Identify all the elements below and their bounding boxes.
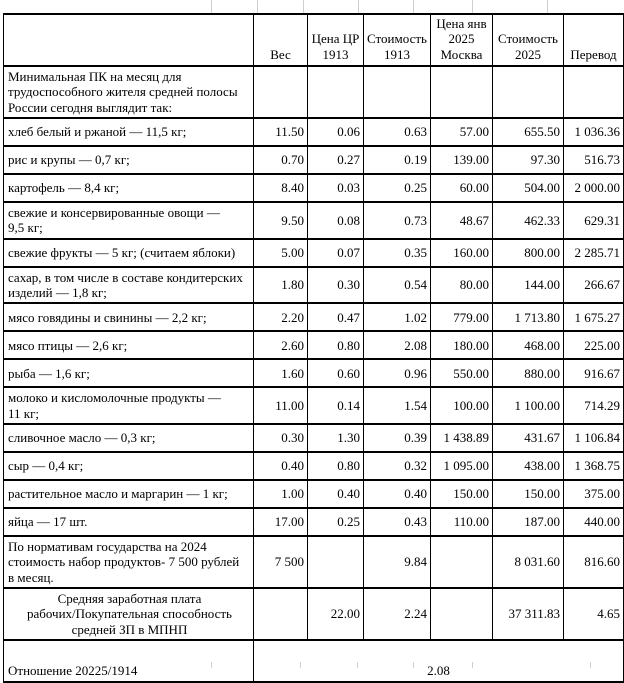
- product-row: [4, 331, 624, 359]
- value-cell: 1 438.89: [431, 424, 493, 452]
- value-cell: 440.00: [564, 508, 624, 536]
- value-cell: 0.30: [308, 267, 364, 304]
- column-header: Цена янв 2025 Москва: [431, 14, 493, 66]
- column-header: Перевод: [564, 14, 624, 66]
- value-cell: 0.35: [364, 239, 431, 267]
- value-cell: 9.84: [364, 536, 431, 588]
- product-row: [4, 202, 624, 239]
- intro-row: [4, 66, 624, 118]
- value-cell: 375.00: [564, 480, 624, 508]
- value-cell: 0.43: [364, 508, 431, 536]
- value-cell: 97.30: [493, 146, 564, 174]
- value-cell: 916.67: [564, 359, 624, 387]
- gridline-stub: [357, 662, 358, 668]
- row-label-cell: хлеб белый и ржаной — 11,5 кг;: [4, 118, 254, 146]
- value-cell: 0.40: [308, 480, 364, 508]
- value-cell: 0.40: [254, 452, 308, 480]
- gridline-stub: [590, 662, 591, 668]
- value-cell: 37 311.83: [493, 588, 564, 640]
- value-cell: 438.00: [493, 452, 564, 480]
- product-row: [4, 118, 624, 146]
- corner-header-cell: [4, 14, 254, 66]
- value-cell: 150.00: [493, 480, 564, 508]
- row-label-cell: Средняя заработная плата рабочих/Покупательная способность средней ЗП в МПНП: [4, 588, 254, 640]
- value-cell: 0.63: [364, 118, 431, 146]
- row-label-cell: сахар, в том числе в составе кондитерских изделий — 1,8 кг;: [4, 267, 254, 304]
- product-row: [4, 239, 624, 267]
- value-cell: 0.14: [308, 387, 364, 424]
- row-label-cell: мясо говядины и свинины — 2,2 кг;: [4, 303, 254, 331]
- value-cell: 0.32: [364, 452, 431, 480]
- gridline-stub: [211, 662, 212, 668]
- value-cell: 0.70: [254, 146, 308, 174]
- value-cell: 80.00: [431, 267, 493, 304]
- value-cell: 0.19: [364, 146, 431, 174]
- value-cell: 5.00: [254, 239, 308, 267]
- product-row: [4, 359, 624, 387]
- value-cell: 1.30: [308, 424, 364, 452]
- price-comparison-table: [3, 13, 624, 683]
- value-cell: 629.31: [564, 202, 624, 239]
- product-row: [4, 146, 624, 174]
- value-cell: 180.00: [431, 331, 493, 359]
- value-cell: 187.00: [493, 508, 564, 536]
- value-cell: 8.40: [254, 174, 308, 202]
- row-label-cell: рыба — 1,6 кг;: [4, 359, 254, 387]
- value-cell: 0.60: [308, 359, 364, 387]
- value-cell: 8 031.60: [493, 536, 564, 588]
- row-label-cell: свежие фрукты — 5 кг; (считаем яблоки): [4, 239, 254, 267]
- empty-cell: [364, 66, 431, 118]
- value-cell: 880.00: [493, 359, 564, 387]
- empty-cell: [308, 66, 364, 118]
- empty-cell: [493, 66, 564, 118]
- value-cell: 144.00: [493, 267, 564, 304]
- value-cell: 11.00: [254, 387, 308, 424]
- value-cell: 1 368.75: [564, 452, 624, 480]
- value-cell: 816.60: [564, 536, 624, 588]
- value-cell: 468.00: [493, 331, 564, 359]
- value-cell: 100.00: [431, 387, 493, 424]
- value-cell: 655.50: [493, 118, 564, 146]
- value-cell: 7 500: [254, 536, 308, 588]
- value-cell: 139.00: [431, 146, 493, 174]
- gridline-stub: [413, 0, 414, 13]
- value-cell: 160.00: [431, 239, 493, 267]
- value-cell: 0.07: [308, 239, 364, 267]
- row-label-cell: мясо птицы — 2,6 кг;: [4, 331, 254, 359]
- value-cell: 1 106.84: [564, 424, 624, 452]
- value-cell: 110.00: [431, 508, 493, 536]
- value-cell: 0.06: [308, 118, 364, 146]
- value-cell: 516.73: [564, 146, 624, 174]
- value-cell: 2.60: [254, 331, 308, 359]
- row-label-cell: рис и крупы — 0,7 кг;: [4, 146, 254, 174]
- value-cell: 225.00: [564, 331, 624, 359]
- value-cell: 0.73: [364, 202, 431, 239]
- value-cell: 17.00: [254, 508, 308, 536]
- value-cell: 1 036.36: [564, 118, 624, 146]
- empty-cell: [564, 66, 624, 118]
- ratio-value-cell: 2.08: [254, 640, 624, 682]
- row-label-cell: картофель — 8,4 кг;: [4, 174, 254, 202]
- value-cell: 11.50: [254, 118, 308, 146]
- product-row: [4, 174, 624, 202]
- value-cell: 714.29: [564, 387, 624, 424]
- value-cell: 0.80: [308, 452, 364, 480]
- value-cell: 4.65: [564, 588, 624, 640]
- value-cell: 1.80: [254, 267, 308, 304]
- row-label-cell: свежие и консервированные овощи — 9,5 кг;: [4, 202, 254, 239]
- value-cell: 0.25: [364, 174, 431, 202]
- value-cell: 2.20: [254, 303, 308, 331]
- value-cell: 1 675.27: [564, 303, 624, 331]
- gridline-stub: [257, 0, 258, 13]
- value-cell: 0.03: [308, 174, 364, 202]
- value-cell: 800.00: [493, 239, 564, 267]
- value-cell: 57.00: [431, 118, 493, 146]
- value-cell: 2.08: [364, 331, 431, 359]
- value-cell: 1 095.00: [431, 452, 493, 480]
- value-cell: 22.00: [308, 588, 364, 640]
- table-header: [4, 14, 624, 66]
- empty-cell: [254, 66, 308, 118]
- gridline-stub: [303, 0, 304, 13]
- value-cell: 0.96: [364, 359, 431, 387]
- value-cell: 2.24: [364, 588, 431, 640]
- value-cell: 1.00: [254, 480, 308, 508]
- value-cell: 0.25: [308, 508, 364, 536]
- ratio-row: [4, 640, 624, 682]
- row-label-cell: молоко и кисломолочные продукты — 11 кг;: [4, 387, 254, 424]
- empty-cell: [431, 588, 493, 640]
- value-cell: 0.39: [364, 424, 431, 452]
- gridline-stub: [211, 0, 212, 13]
- product-row: [4, 267, 624, 304]
- gridline-stub: [547, 0, 548, 13]
- value-cell: 1.54: [364, 387, 431, 424]
- column-header: Цена ЦР 1913: [308, 14, 364, 66]
- value-cell: 1 713.80: [493, 303, 564, 331]
- column-header: Вес: [254, 14, 308, 66]
- value-cell: 504.00: [493, 174, 564, 202]
- value-cell: 779.00: [431, 303, 493, 331]
- row-label-cell: яйца — 17 шт.: [4, 508, 254, 536]
- norm-row: [4, 536, 624, 588]
- value-cell: 2 285.71: [564, 239, 624, 267]
- value-cell: 0.47: [308, 303, 364, 331]
- value-cell: 431.67: [493, 424, 564, 452]
- row-label-cell: По нормативам государства на 2024 стоимость набор продуктов- 7 500 рублей в месяц.: [4, 536, 254, 588]
- product-row: [4, 424, 624, 452]
- value-cell: 1.02: [364, 303, 431, 331]
- value-cell: 0.08: [308, 202, 364, 239]
- ratio-label-cell: Отношение 20225/1914: [4, 640, 254, 682]
- gridline-stub: [472, 0, 473, 13]
- product-row: [4, 387, 624, 424]
- row-label-cell: сливочное масло — 0,3 кг;: [4, 424, 254, 452]
- value-cell: 0.27: [308, 146, 364, 174]
- header-row: [4, 14, 624, 66]
- empty-cell: [254, 588, 308, 640]
- row-label-cell: растительное масло и маргарин — 1 кг;: [4, 480, 254, 508]
- value-cell: 2 000.00: [564, 174, 624, 202]
- value-cell: 150.00: [431, 480, 493, 508]
- table-body: [4, 66, 624, 682]
- gridline-stub: [413, 662, 414, 668]
- product-row: [4, 452, 624, 480]
- empty-cell: [431, 536, 493, 588]
- product-row: [4, 480, 624, 508]
- value-cell: 0.40: [364, 480, 431, 508]
- value-cell: 9.50: [254, 202, 308, 239]
- value-cell: 462.33: [493, 202, 564, 239]
- avg-row: [4, 588, 624, 640]
- value-cell: 1 100.00: [493, 387, 564, 424]
- value-cell: 0.54: [364, 267, 431, 304]
- column-header: Стоимость 2025: [493, 14, 564, 66]
- product-row: [4, 303, 624, 331]
- value-cell: 60.00: [431, 174, 493, 202]
- value-cell: 550.00: [431, 359, 493, 387]
- value-cell: 48.67: [431, 202, 493, 239]
- empty-cell: [431, 66, 493, 118]
- gridline-stub: [358, 0, 359, 13]
- gridline-stub: [300, 662, 301, 668]
- value-cell: 266.67: [564, 267, 624, 304]
- value-cell: 1.60: [254, 359, 308, 387]
- value-cell: 0.30: [254, 424, 308, 452]
- gridline-stub: [472, 662, 473, 668]
- column-header: Стоимость 1913: [364, 14, 431, 66]
- value-cell: 0.80: [308, 331, 364, 359]
- row-label-cell: Минимальная ПК на месяц для трудоспособного жителя средней полосы России сегодня выглядит так:: [4, 66, 254, 118]
- product-row: [4, 508, 624, 536]
- row-label-cell: сыр — 0,4 кг;: [4, 452, 254, 480]
- empty-cell: [308, 536, 364, 588]
